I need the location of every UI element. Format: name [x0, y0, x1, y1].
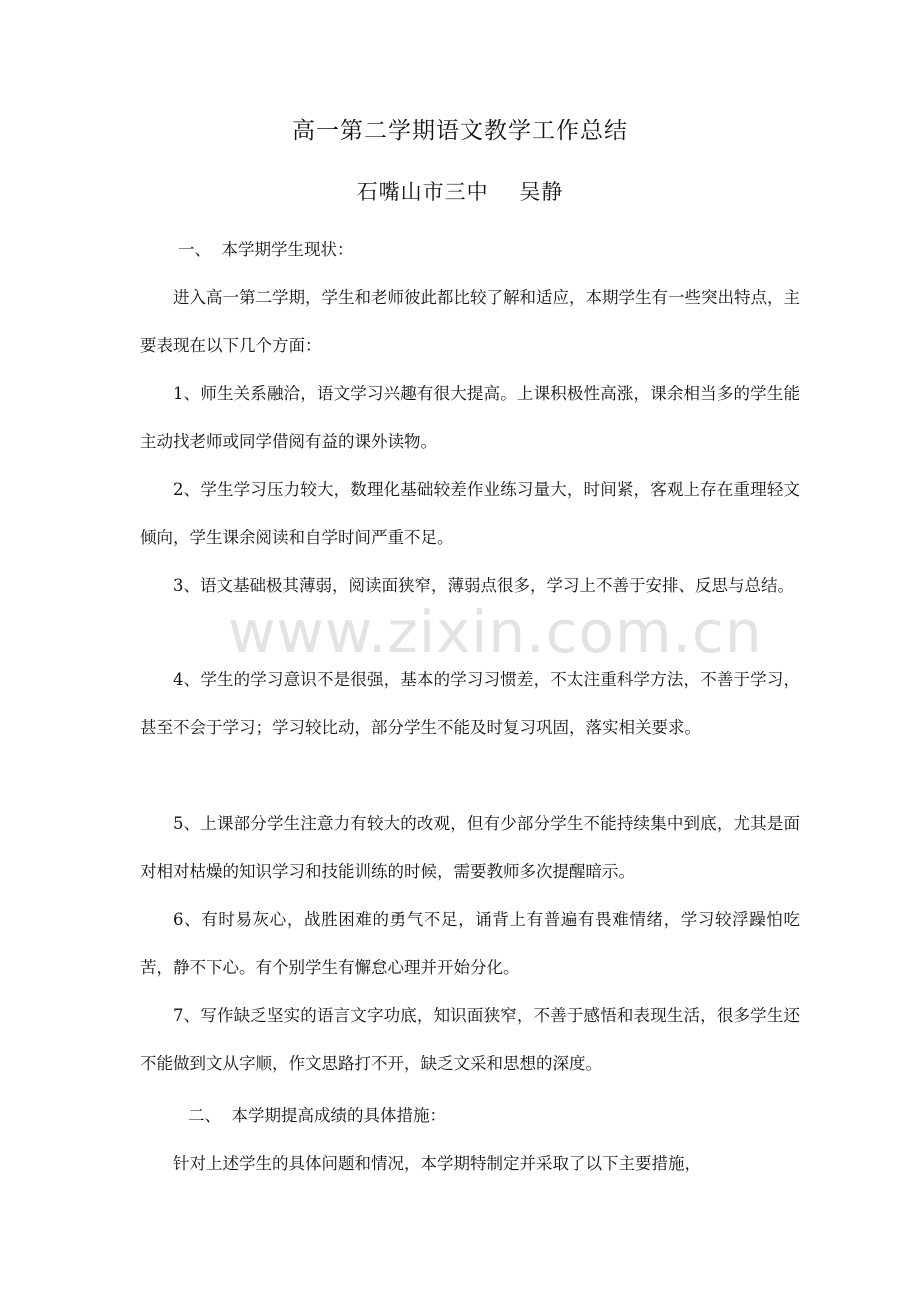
- point-paragraph-2: 2、学生学习压力较大，数理化基础较差作业练习量大，时间紧，客观上存在重理轻文倾向，学生课余阅读和自学时间严重不足。: [140, 480, 800, 547]
- point-paragraph-7: 7、写作缺乏坚实的语言文字功底，知识面狭窄，不善于感悟和表现生活，很多学生还不能做到文从字顺，作文思路打不开，缺乏文采和思想的深度。: [140, 1006, 800, 1073]
- point-paragraph-3: 3、语文基础极其薄弱，阅读面狭窄，薄弱点很多，学习上不善于安排、反思与总结。: [173, 576, 794, 595]
- point-paragraph-6: 6、有时易灰心，战胜困难的勇气不足，诵背上有普遍有畏难情绪，学习较浮躁怕吃苦，静不下心。有个别学生有懈怠心理并开始分化。: [140, 910, 800, 977]
- point-paragraph-5: 5、上课部分学生注意力有较大的改观，但有少部分学生不能持续集中到底，尤其是面对相对枯燥的知识学习和技能训练的时候，需要教师多次提醒暗示。: [140, 814, 800, 881]
- section-heading-1: 一、 本学期学生现状：: [178, 240, 354, 259]
- closing-paragraph: 针对上述学生的具体问题和情况，本学期特制定并采取了以下主要措施，: [173, 1154, 701, 1173]
- author-line: 石嘴山市三中 吴静: [356, 180, 564, 204]
- watermark-text: www.zixin.com.cn: [228, 598, 763, 666]
- point-paragraph-4: 4、学生的学习意识不是很强，基本的学习习惯差，不太注重科学方法，不善于学习，甚至不会于学习；学习较比动，部分学生不能及时复习巩固，落实相关要求。: [140, 670, 800, 737]
- intro-paragraph: 进入高一第二学期，学生和老师彼此都比较了解和适应，本期学生有一些突出特点，主要表现在以下几个方面：: [140, 288, 800, 355]
- document-title: 高一第二学期语文教学工作总结: [292, 118, 628, 144]
- point-paragraph-1: 1、师生关系融洽，语文学习兴趣有很大提高。上课积极性高涨，课余相当多的学生能主动找老师或同学借阅有益的课外读物。: [140, 384, 800, 451]
- section-heading-2: 二、 本学期提高成绩的具体措施：: [188, 1106, 446, 1125]
